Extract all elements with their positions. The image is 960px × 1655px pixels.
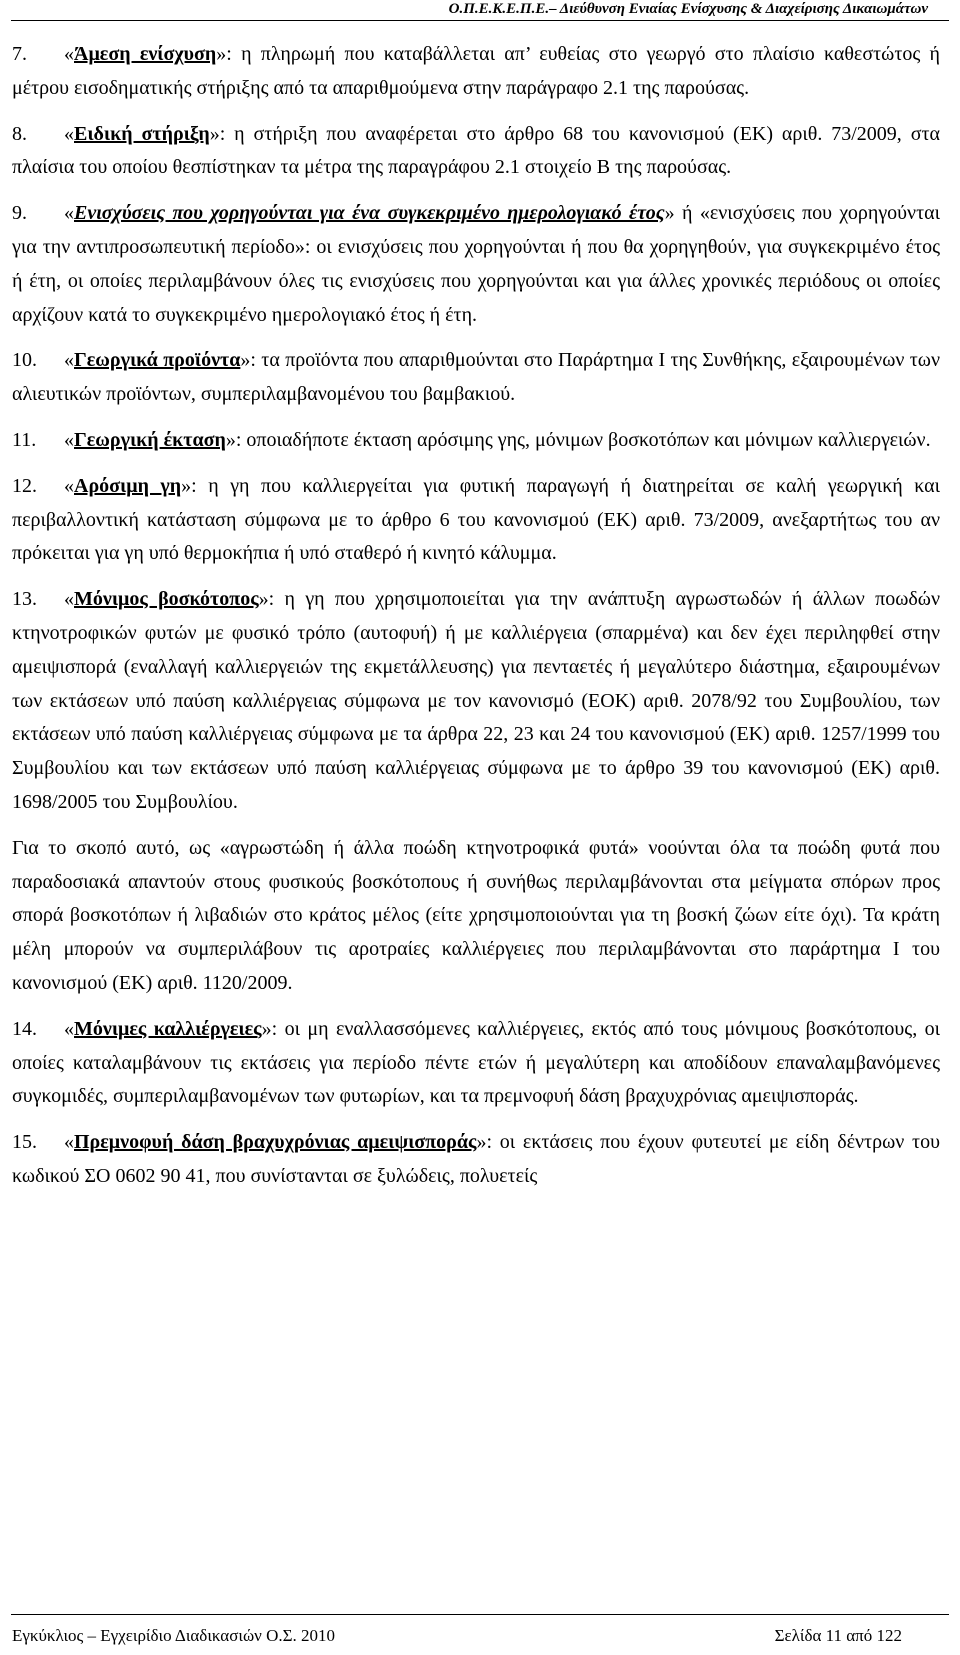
defined-term: Γεωργική έκταση (74, 428, 226, 451)
definition-text: »: η γη που καλλιεργείται για φυτική παραγωγή ή διατηρείται σε καλή γεωργική και περιβαλλοντική κατάσταση σύμφωνα με το άρθρο 6 του κανονισμού (ΕΚ) αριθ. 73/2009, ανεξαρτήτως του αν πρόκειται για γη υπό θερμοκήπια ή υπό σταθερό ή κινητό κάλυμμα. (12, 474, 941, 565)
definition-paragraph-13 (12, 583, 940, 820)
open-quote: « (64, 474, 74, 497)
definition-paragraph-10 (12, 344, 940, 412)
definition-number: 13. (12, 588, 37, 611)
definition-paragraph-12 (12, 470, 940, 571)
document-body (12, 38, 940, 1206)
defined-term: Μόνιμες καλλιέργειες (74, 1017, 262, 1040)
definition-number: 8. (12, 122, 27, 145)
definition-text: »: η στήριξη που αναφέρεται στο άρθρο 68 του κανονισμού (ΕΚ) αριθ. 73/2009, στα πλαίσια του οποίου θεσπίστηκαν τα μέτρα της παραγράφου 2.1 στοιχείο Β της παρούσας. (12, 122, 940, 179)
defined-term: Πρεμνοφυή δάση βραχυχρόνιας αμειψισποράς (74, 1131, 477, 1154)
footer-divider (11, 1614, 949, 1615)
definition-number: 15. (12, 1131, 37, 1154)
defined-term: Άμεση ενίσχυση (74, 43, 217, 65)
open-quote: « (64, 122, 74, 145)
header-divider (11, 20, 949, 21)
open-quote: « (64, 428, 74, 451)
definition-paragraph-9 (12, 197, 940, 332)
body-paragraph: Για το σκοπό αυτό, ως «αγρωστώδη ή άλλα ποώδη κτηνοτροφικά φυτά» νοούνται όλα τα ποώδη φυτά που παραδοσιακά απαντούν στους φυσικούς βοσκότοπους ή συνήθως περιλαμβάνονται στα μείγματα σπόρων προς σπορά βοσκοτόπων ή λιβαδιών στο κράτος μέλος (είτε χρησιμοποιούνται για τη βοσκή ζώων είτε όχι). Τα κράτη μέλη μπορούν να συμπεριλάβουν τις αροτραίες καλλιέργειες που περιλαμβάνονται στο παράρτημα Ι του κανονισμού (ΕΚ) αριθ. 1120/2009. (12, 836, 940, 994)
definition-paragraph-11 (12, 424, 940, 458)
definition-paragraph-14 (12, 1013, 940, 1114)
definition-text: »: οι εκτάσεις που έχουν φυτευτεί με είδη δέντρων του κωδικού ΣΟ 0602 90 41, που συνίστανται σε ξυλώδεις, πολυετείς (12, 1131, 940, 1187)
definition-number: 11. (12, 428, 37, 451)
definition-text: » ή «ενισχύσεις που χορηγούνται για την αντιπροσωπευτική περίοδο»: οι ενισχύσεις που χορηγούνται ή που θα χορηγηθούν, για συγκεκριμένο έτος ή έτη, οι οποίες περιλαμβάνουν όλες τις ενισχύσεις που χορηγούνται και για άλλες χρονικές περιόδους οι οποίες αρχίζουν κατά το συγκεκριμένο ημερολογιακό έτος ή έτη. (12, 202, 940, 326)
page-footer (0, 1614, 960, 1655)
open-quote: « (64, 1017, 74, 1040)
definition-text: »: οποιαδήποτε έκταση αρόσιμης γης, μόνιμων βοσκοτόπων και μόνιμων καλλιεργειών. (225, 428, 931, 451)
definition-number: 9. (12, 202, 27, 225)
definition-text: »: η γη που χρησιμοποιείται για την ανάπτυξη αγρωστωδών ή άλλων ποωδών κτηνοτροφικών φυτών με φυσικό τρόπο (αυτοφυή) ή με καλλιέργεια (σπαρμένα) και δεν έχει περιληφθεί στην αμειψισπορά (εναλλαγή καλλιεργειών της εκμετάλλευσης) για πενταετές ή μεγαλύτερο διάστημα, εξαιρουμένων των εκτάσεων υπό παύση καλλιέργειας σύμφωνα με τον κανονισμό (ΕΟΚ) αριθ. 2078/92 του Συμβουλίου, των εκτάσεων υπό παύση καλλιέργειας σύμφωνα με τα άρθρα 22, 23 και 24 του κανονισμού (ΕΚ) αριθ. 1257/1999 του Συμβουλίου και των εκτάσεων υπό παύση καλλιέργειας σύμφωνα με το άρθρο 39 του κανονισμού (ΕΚ) αριθ. 1698/2005 του Συμβουλίου. (12, 588, 940, 813)
definition-text: »: τα προϊόντα που απαριθμούνται στο Παράρτημα Ι της Συνθήκης, εξαιρουμένων των αλιευτικών προϊόντων, συμπεριλαμβανομένου του βαμβακιού. (12, 349, 941, 406)
open-quote: « (64, 1131, 74, 1154)
definition-paragraph-8 (12, 118, 940, 186)
definition-paragraph-7 (12, 38, 940, 106)
defined-term: Ενισχύσεις που χορηγούνται για ένα συγκεκριμένο ημερολογιακό έτος (74, 202, 665, 225)
header-title: Ο.Π.Ε.Κ.Ε.Π.Ε.– Διεύθυνση Ενιαίας Ενίσχυσης & Διαχείρισης Δικαιωμάτων (448, 1, 928, 17)
open-quote: « (64, 588, 74, 611)
definition-number: 12. (12, 474, 37, 497)
open-quote: « (64, 349, 74, 372)
definition-text: »: η πληρωμή που καταβάλλεται απ’ ευθείας στο γεωργό στο πλαίσιο καθεστώτος ή μέτρου εισοδηματικής στήριξης από τα απαριθμούμενα στην παράγραφο 2.1 της παρούσας. (12, 43, 940, 99)
definition-number: 10. (12, 349, 37, 372)
defined-term: Γεωργικά προϊόντα (74, 349, 241, 372)
definition-paragraph-15 (12, 1126, 940, 1194)
open-quote: « (64, 43, 74, 65)
definition-number: 7. (12, 43, 27, 65)
defined-term: Ειδική στήριξη (74, 122, 210, 145)
defined-term: Μόνιμος βοσκότοπος (74, 588, 259, 611)
footer-document-title: Εγκύκλιος – Εγχειρίδιο Διαδικασιών Ο.Σ. 2010 (12, 1626, 335, 1645)
defined-term: Αρόσιμη γη (74, 474, 182, 497)
definition-number: 14. (12, 1017, 37, 1040)
definition-text: »: οι μη εναλλασσόμενες καλλιέργειες, εκτός από τους μόνιμους βοσκότοπους, οι οποίες καταλαμβάνουν τις εκτάσεις για περίοδο πέντε ετών ή μεγαλύτερη και αποδίδουν επαναλαμβανόμενες συγκομιδές, συμπεριλαμβανομένων των φυτωρίων, και τα πρεμνοφυή δάση βραχυχρόνιας αμειψισποράς. (12, 1017, 940, 1108)
page-header (0, 0, 960, 20)
open-quote: « (64, 202, 74, 225)
footer-page-number: Σελίδα 11 από 122 (774, 1626, 902, 1645)
